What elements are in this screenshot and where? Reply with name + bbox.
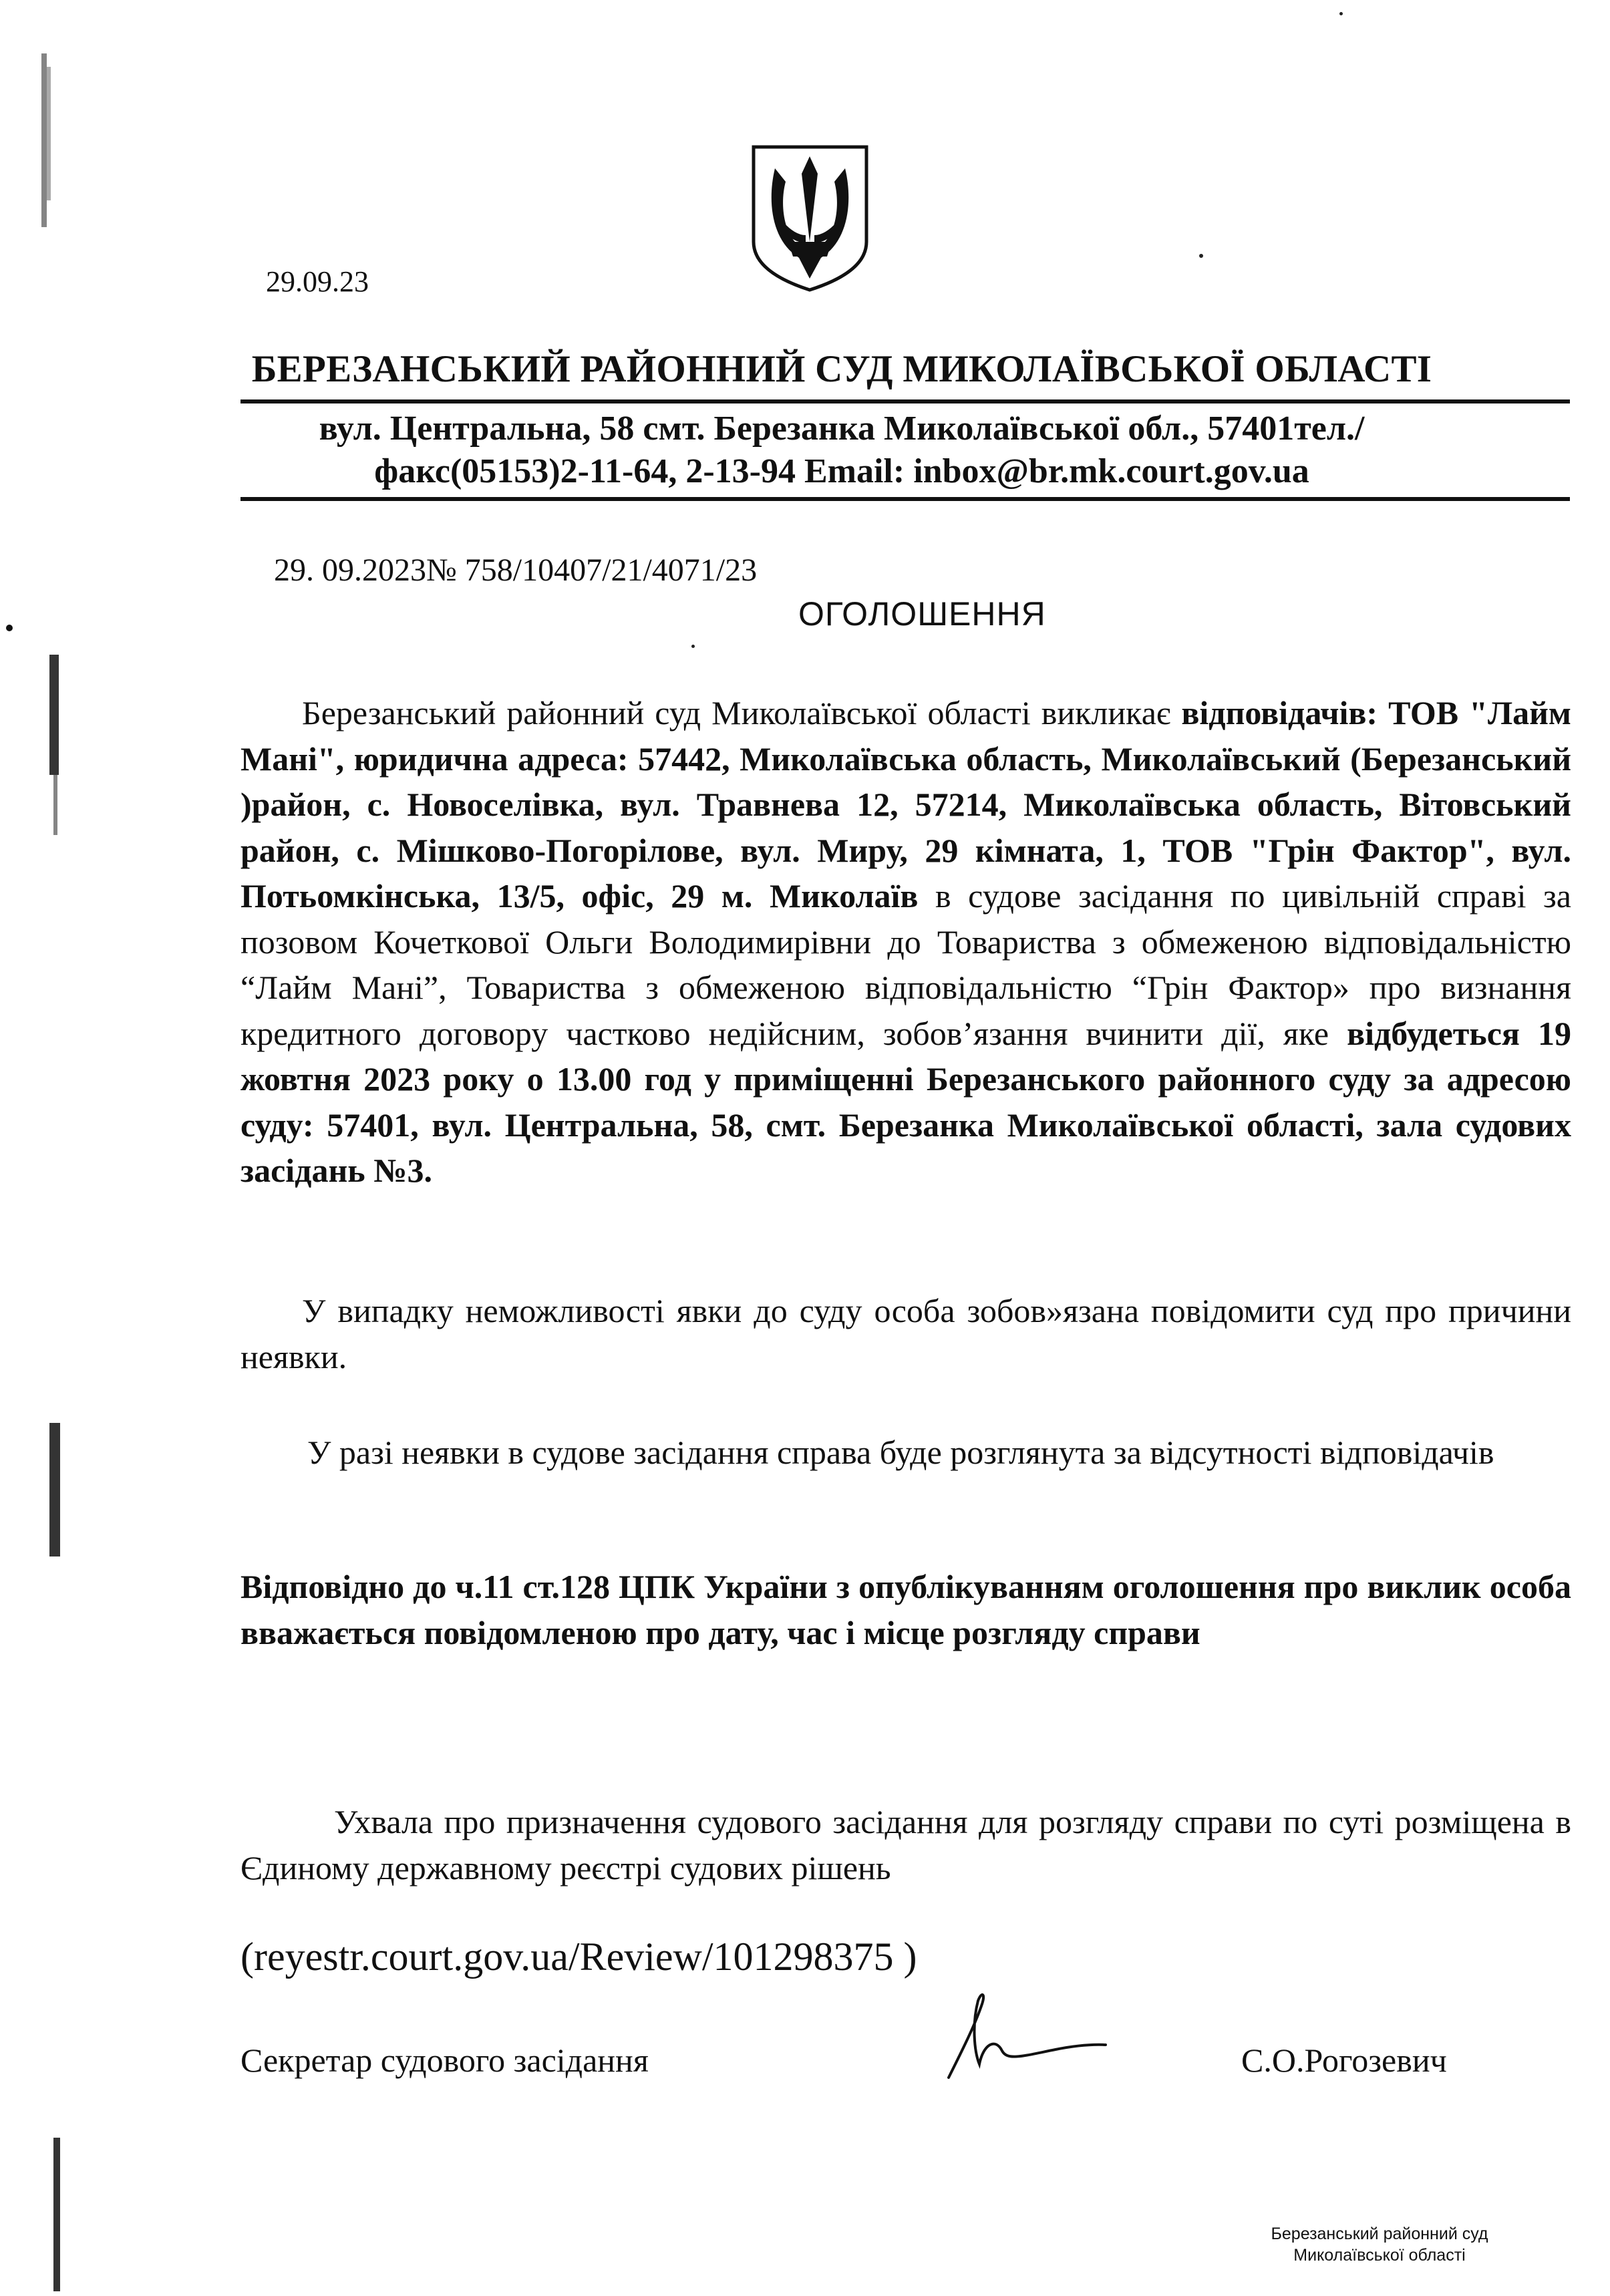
- p2-text: У випадку неможливості явки до суду особа зобов»язана повідомити суд про причини неявки.: [240, 1292, 1571, 1375]
- announcement-title: ОГОЛОШЕННЯ: [798, 595, 1046, 633]
- p1-text-a: Березанський районний суд Миколаївської області викликає: [302, 694, 1182, 731]
- reference-number: 29. 09.2023№ 758/10407/21/4071/23: [274, 552, 758, 588]
- court-title: БЕРЕЗАНСЬКИЙ РАЙОННИЙ СУД МИКОЛАЇВСЬКОЇ ОБЛАСТІ: [251, 348, 1432, 390]
- scan-speck: [691, 645, 695, 648]
- paragraph-nonappearance: [240, 1430, 1571, 1476]
- scan-speck: [1199, 254, 1203, 258]
- header-rule-bottom: [240, 497, 1570, 501]
- p1-bold-defendants: відповідачів: ТОВ "Лайм Мані", юридична адреса: 57442, Миколаївська область, Миколаївський (Березанський )район, с. Новоселівка, вул. Травнева 12, 57214, Миколаївська область, Вітовський район, с. Мішково-Погорілове, вул. Миру, 29 кімната, 1, ТОВ "Грін Фактор", вул. Потьомкінська, 13/5, офіс, 29 м. Миколаїв: [240, 694, 1571, 915]
- date-short: 29.09.23: [266, 265, 369, 298]
- court-stamp: [1259, 2223, 1500, 2266]
- p3-text: У разі неявки в судове засідання справа буде розглянута за відсутності відповідачів: [307, 1434, 1494, 1471]
- paragraph-registry: [240, 1799, 1571, 1891]
- header-rule-top: [240, 399, 1570, 403]
- handwritten-signature: [935, 1977, 1109, 2084]
- main-paragraph: [240, 690, 1571, 1194]
- paragraph-absence-notice: [240, 1288, 1571, 1379]
- signer-name: С.О.Рогозевич: [1241, 2041, 1447, 2079]
- trident-icon: [748, 142, 872, 295]
- p1-text-c: в судове засідання по цивільній справі за позовом Кочеткової Ольги Володимирівни до Товариства з обмеженою відповідальністю “Лайм Мані”, Товариства з обмеженою відповідальністю “Грін Фактор» про визнання кредитного договору частково недійсним, зобов’язання вчинити дії, яке: [240, 877, 1571, 1052]
- p4-text: Відповідно до ч.11 ст.128 ЦПК України з опублікуванням оголошення про виклик особа вважається повідомленою про дату, час і місце розгляду справи: [240, 1568, 1571, 1651]
- paragraph-legal-basis: [240, 1564, 1571, 1655]
- stamp-line-2: Миколаївської області: [1293, 2246, 1466, 2265]
- p5-text: Ухвала про призначення судового засідання для розгляду справи по суті розміщена в Єдиному державному реєстрі судових рішень: [240, 1803, 1571, 1887]
- address-line-1: вул. Центральна, 58 смт. Березанка Миколаївської обл., 57401тел./: [319, 409, 1365, 448]
- signer-role: Секретар судового засідання: [240, 2041, 649, 2079]
- registry-url: (reyestr.court.gov.ua/Review/101298375 ): [240, 1935, 917, 1979]
- address-line-2: факс(05153)2-11-64, 2-13-94 Email: inbox@br.mk.court.gov.ua: [374, 452, 1309, 490]
- scan-speck: [1339, 12, 1343, 15]
- p1-bold-hearing: відбудеться 19 жовтня 2023 року о 13.00 год у приміщенні Березанського районного суду за адресою суду: 57401, вул. Центральна, 58, смт. Березанка Миколаївської області, зала судових засідань №3.: [240, 1014, 1571, 1189]
- stamp-line-1: Березанський районний суд: [1271, 2225, 1488, 2243]
